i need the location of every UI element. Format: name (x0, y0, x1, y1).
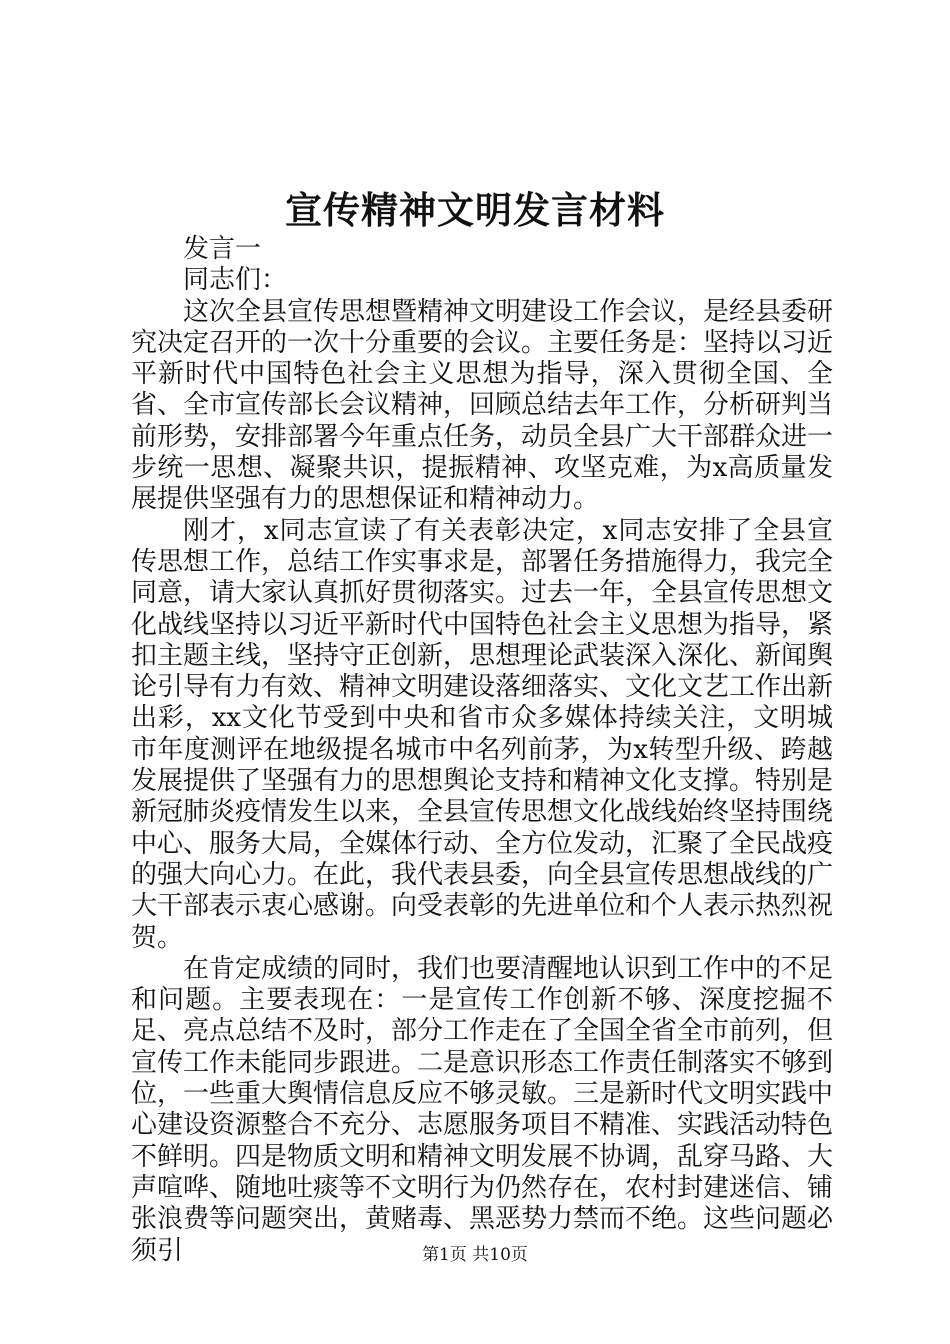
document-body (131, 234, 833, 1267)
page-number-footer: 第1页 共10页 (422, 1245, 528, 1265)
document-title: 宣传精神文明发言材料 (285, 188, 665, 232)
salutation: 同志们： (183, 265, 288, 296)
speech-label: 发言一 (183, 234, 262, 264)
body-paragraph-3: 在肯定成绩的同时，我们也要清醒地认识到工作中的不足和问题。主要表现在：一是宣传工作创新不够、深度挖掘不足、亮点总结不及时，部分工作走在了全国全省全市前列，但宣传工作未能同步跟进。二是意识形态工作责任制落实不够到位，一些重大舆情信息反应不够灵敏。三是新时代文明实践中心建设资源整合不充分、志愿服务项目不精准、实践活动特色不鲜明。四是物质文明和精神文明发展不协调，乱穿马路、大声喧哗、随地吐痰等不文明行为仍然存在，农村封建迷信、铺张浪费等问题突出，黄赌毒、黑恶势力禁而不绝。这些问题必须引 (131, 953, 834, 1266)
body-paragraph-1: 这次全县宣传思想暨精神文明建设工作会议，是经县委研究决定召开的一次十分重要的会议。主要任务是：坚持以习近平新时代中国特色社会主义思想为指导，深入贯彻全国、全省、全市宣传部长会议精神，回顾总结去年工作，分析研判当前形势，安排部署今年重点任务，动员全县广大干部群众进一步统一思想、凝聚共识，提振精神、攻坚克难，为x高质量发展提供坚强有力的思想保证和精神动力。 (131, 296, 834, 515)
body-paragraph-2: 刚才，x同志宣读了有关表彰决定，x同志安排了全县宣传思想工作，总结工作实事求是，部署任务措施得力，我完全同意，请大家认真抓好贯彻落实。过去一年，全县宣传思想文化战线坚持以习近平新时代中国特色社会主义思想为指导，紧扣主题主线，坚持守正创新，思想理论武装深入深化、新闻舆论引导有力有效、精神文明建设落细落实、文化文艺工作出新出彩，xx文化节受到中央和省市众多媒体持续关注，文明城市年度测评在地级提名城市中名列前茅，为x转型升级、跨越发展提供了坚强有力的思想舆论支持和精神文化支撑。特别是新冠肺炎疫情发生以来，全县宣传思想文化战线始终坚持围绕中心、服务大局，全媒体行动、全方位发动，汇聚了全民战疫的强大向心力。在此，我代表县委，向全县宣传思想战线的广大干部表示衷心感谢。向受表彰的先进单位和个人表示热烈祝贺。 (131, 515, 834, 953)
